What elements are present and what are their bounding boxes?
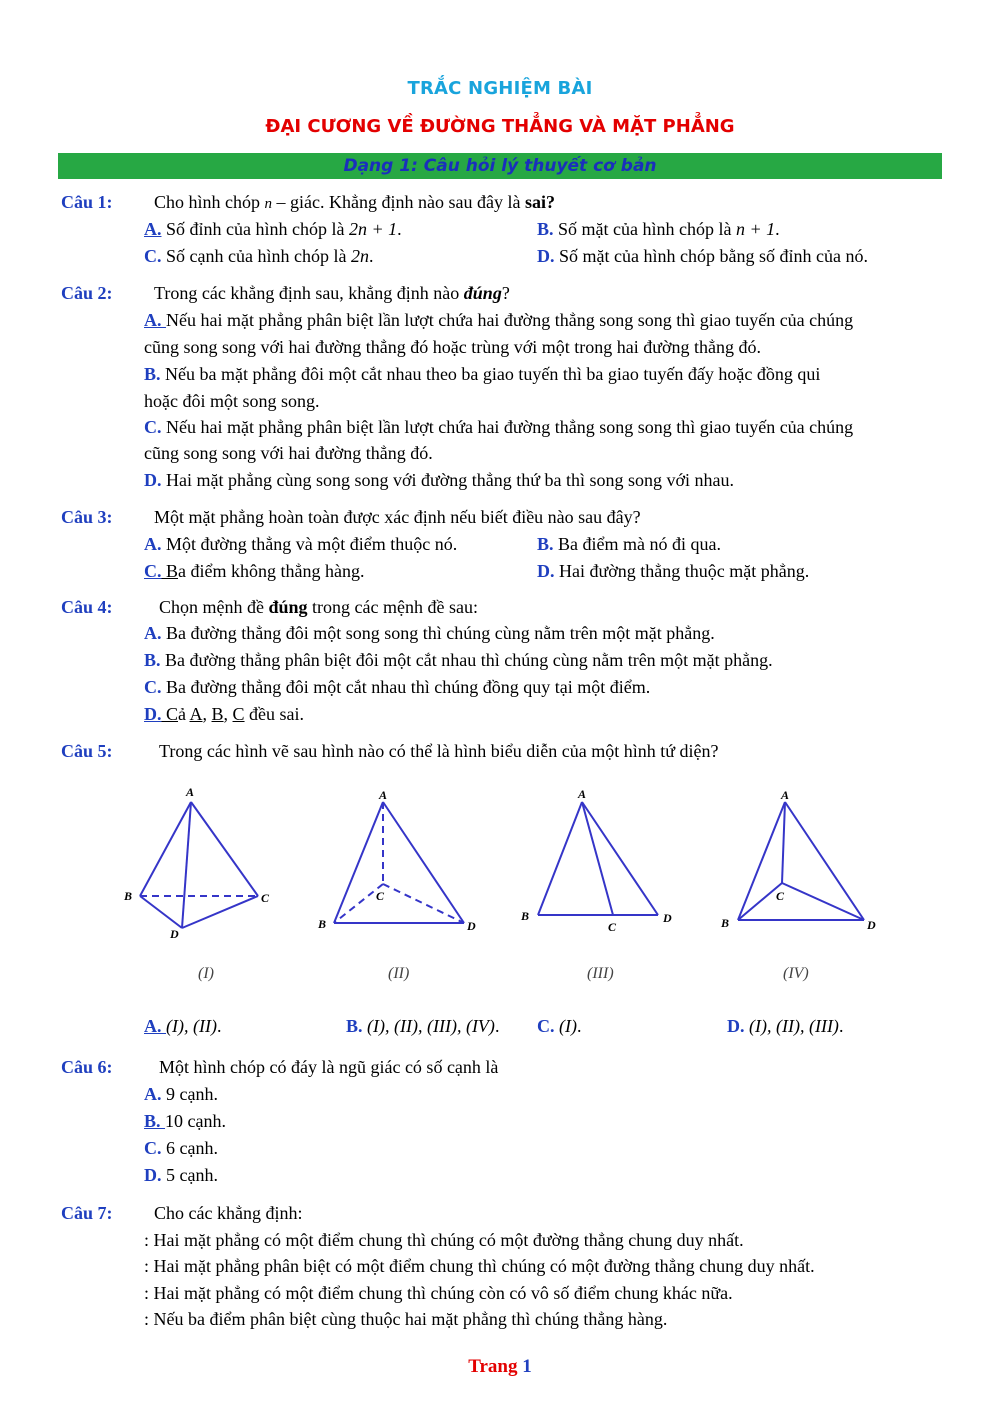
q6-option-b[interactable]: B. 10 cạnh. [144, 1111, 226, 1131]
page-number: 1 [522, 1356, 532, 1377]
q4-option-c[interactable]: C. Ba đường thẳng đôi một cắt nhau thì chúng đồng quy tại một điểm. [144, 677, 651, 697]
figure-i-caption: (I) [198, 965, 214, 982]
q4-number: Câu 4: [61, 597, 113, 617]
q4-stem: Chọn mệnh đề đúng trong các mệnh đề sau: [159, 597, 478, 617]
q2-number: Câu 2: [61, 283, 113, 303]
q1-option-b[interactable]: B. Số mặt của hình chóp là n + 1. [537, 219, 780, 239]
q4-option-d[interactable]: D. Cả A, B, C đều sai. [144, 704, 305, 724]
figure-i-vertex-d: D [170, 927, 179, 941]
q2-option-c-cont: cũng song song với hai đường thẳng đó. [144, 443, 433, 463]
figure-i-vertex-b: B [124, 889, 133, 903]
figure-iv-vertex-c: C [776, 889, 785, 903]
figure-iii-vertex-a: A [578, 787, 587, 801]
page-word: Trang [468, 1356, 518, 1377]
q3-option-c[interactable]: C. Ba điểm không thẳng hàng. [144, 561, 365, 581]
figure-ii-vertex-c: C [376, 889, 385, 903]
q6-stem: Một hình chóp có đáy là ngũ giác có số cạnh là [159, 1057, 499, 1077]
q5-option-d[interactable]: D. (I), (II), (III). [727, 1016, 844, 1036]
q3-stem: Một mặt phẳng hoàn toàn được xác định nếu biết điều nào sau đây? [154, 507, 641, 527]
figure-i-vertex-c: C [261, 891, 270, 905]
q2-option-a-cont: cũng song song với hai đường thẳng đó hoặc trùng với một trong hai đường thẳng đó. [144, 337, 762, 357]
q7-statement-3: : Hai mặt phẳng có một điểm chung thì chúng còn có vô số điểm chung khác nữa. [144, 1283, 733, 1303]
section-banner: Dạng 1: Câu hỏi lý thuyết cơ bản [58, 153, 942, 179]
q5-number: Câu 5: [61, 741, 113, 761]
figure-iv-vertex-a: A [781, 788, 790, 802]
q4-option-a[interactable]: A. Ba đường thẳng đôi một song song thì chúng cùng nằm trên một mặt phẳng. [144, 623, 715, 643]
q5-stem: Trong các hình vẽ sau hình nào có thể là hình biểu diễn của một hình tứ diện? [159, 741, 719, 761]
q3-option-d[interactable]: D. Hai đường thẳng thuộc mặt phẳng. [537, 561, 810, 581]
figure-i-vertex-a: A [186, 785, 195, 799]
q7-statement-4: : Nếu ba điểm phân biệt cùng thuộc hai mặt phẳng thì chúng thẳng hàng. [144, 1309, 668, 1329]
q7-number: Câu 7: [61, 1203, 113, 1223]
q3-option-b[interactable]: B. Ba điểm mà nó đi qua. [537, 534, 721, 554]
q3-option-a[interactable]: A. Một đường thẳng và một điểm thuộc nó. [144, 534, 458, 554]
q6-option-d[interactable]: D. 5 cạnh. [144, 1165, 218, 1185]
q7-stem: Cho các khẳng định: [154, 1203, 303, 1223]
figure-iv [715, 780, 895, 990]
q1-option-a[interactable]: A. Số đỉnh của hình chóp là 2n + 1. [144, 219, 402, 239]
q2-option-b[interactable]: B. Nếu ba mặt phẳng đôi một cắt nhau theo ba giao tuyến thì ba giao tuyến đấy hoặc đồng qui [144, 364, 821, 384]
q6-option-c[interactable]: C. 6 cạnh. [144, 1138, 218, 1158]
q2-option-d[interactable]: D. Hai mặt phẳng cùng song song với đường thẳng thứ ba thì song song với nhau. [144, 470, 735, 490]
lesson-title: ĐẠI CƯƠNG VỀ ĐƯỜNG THẲNG VÀ MẶT PHẲNG [265, 116, 735, 137]
q2-option-c[interactable]: C. Nếu hai mặt phẳng phân biệt lần lượt chứa hai đường thẳng song song thì giao tuyến của chúng [144, 417, 854, 437]
q3-number: Câu 3: [61, 507, 113, 527]
q1-stem: Cho hình chóp n – giác. Khẳng định nào sau đây là sai? [154, 192, 555, 212]
figure-iii-caption: (III) [587, 965, 614, 982]
q1-number: Câu 1: [61, 192, 113, 212]
page-footer [0, 1356, 1000, 1378]
figure-iv-caption: (IV) [783, 965, 809, 982]
figure-iii-vertex-c: C [608, 920, 617, 934]
figure-ii-vertex-d: D [467, 919, 476, 933]
figure-iii-vertex-b: B [521, 909, 530, 923]
q7-statement-2: : Hai mặt phẳng phân biệt có một điểm chung thì chúng có một đường thẳng chung duy nhất. [144, 1256, 815, 1276]
figure-i [118, 780, 288, 990]
figure-iv-vertex-b: B [721, 916, 730, 930]
q1-option-c[interactable]: C. Số cạnh của hình chóp là 2n. [144, 246, 374, 266]
figure-ii-caption: (II) [388, 965, 410, 982]
q5-option-b[interactable]: B. (I), (II), (III), (IV). [346, 1016, 500, 1036]
q7-statement-1: : Hai mặt phẳng có một điểm chung thì chúng có một đường thẳng chung duy nhất. [144, 1230, 744, 1250]
q2-stem: Trong các khẳng định sau, khẳng định nào đúng? [154, 283, 510, 303]
figure-ii-vertex-b: B [318, 917, 327, 931]
figure-ii-vertex-a: A [379, 788, 388, 802]
q5-option-c[interactable]: C. (I). [537, 1016, 582, 1036]
q1-option-d[interactable]: D. Số mặt của hình chóp bằng số đỉnh của nó. [537, 246, 868, 266]
q6-option-a[interactable]: A. 9 cạnh. [144, 1084, 218, 1104]
q2-option-a[interactable]: A. Nếu hai mặt phẳng phân biệt lần lượt chứa hai đường thẳng song song thì giao tuyến của chúng [144, 310, 854, 330]
figure-iii-vertex-d: D [663, 911, 672, 925]
figure-iv-vertex-d: D [867, 918, 876, 932]
q4-option-b[interactable]: B. Ba đường thẳng phân biệt đôi một cắt nhau thì chúng cùng nằm trên một mặt phẳng. [144, 650, 773, 670]
figure-ii [310, 780, 490, 990]
q5-option-a[interactable]: A. (I), (II). [144, 1016, 222, 1036]
worksheet-title: TRẮC NGHIỆM BÀI [407, 78, 593, 99]
figure-iii [515, 780, 690, 990]
q6-number: Câu 6: [61, 1057, 113, 1077]
q2-option-b-cont: hoặc đôi một song song. [144, 391, 320, 411]
